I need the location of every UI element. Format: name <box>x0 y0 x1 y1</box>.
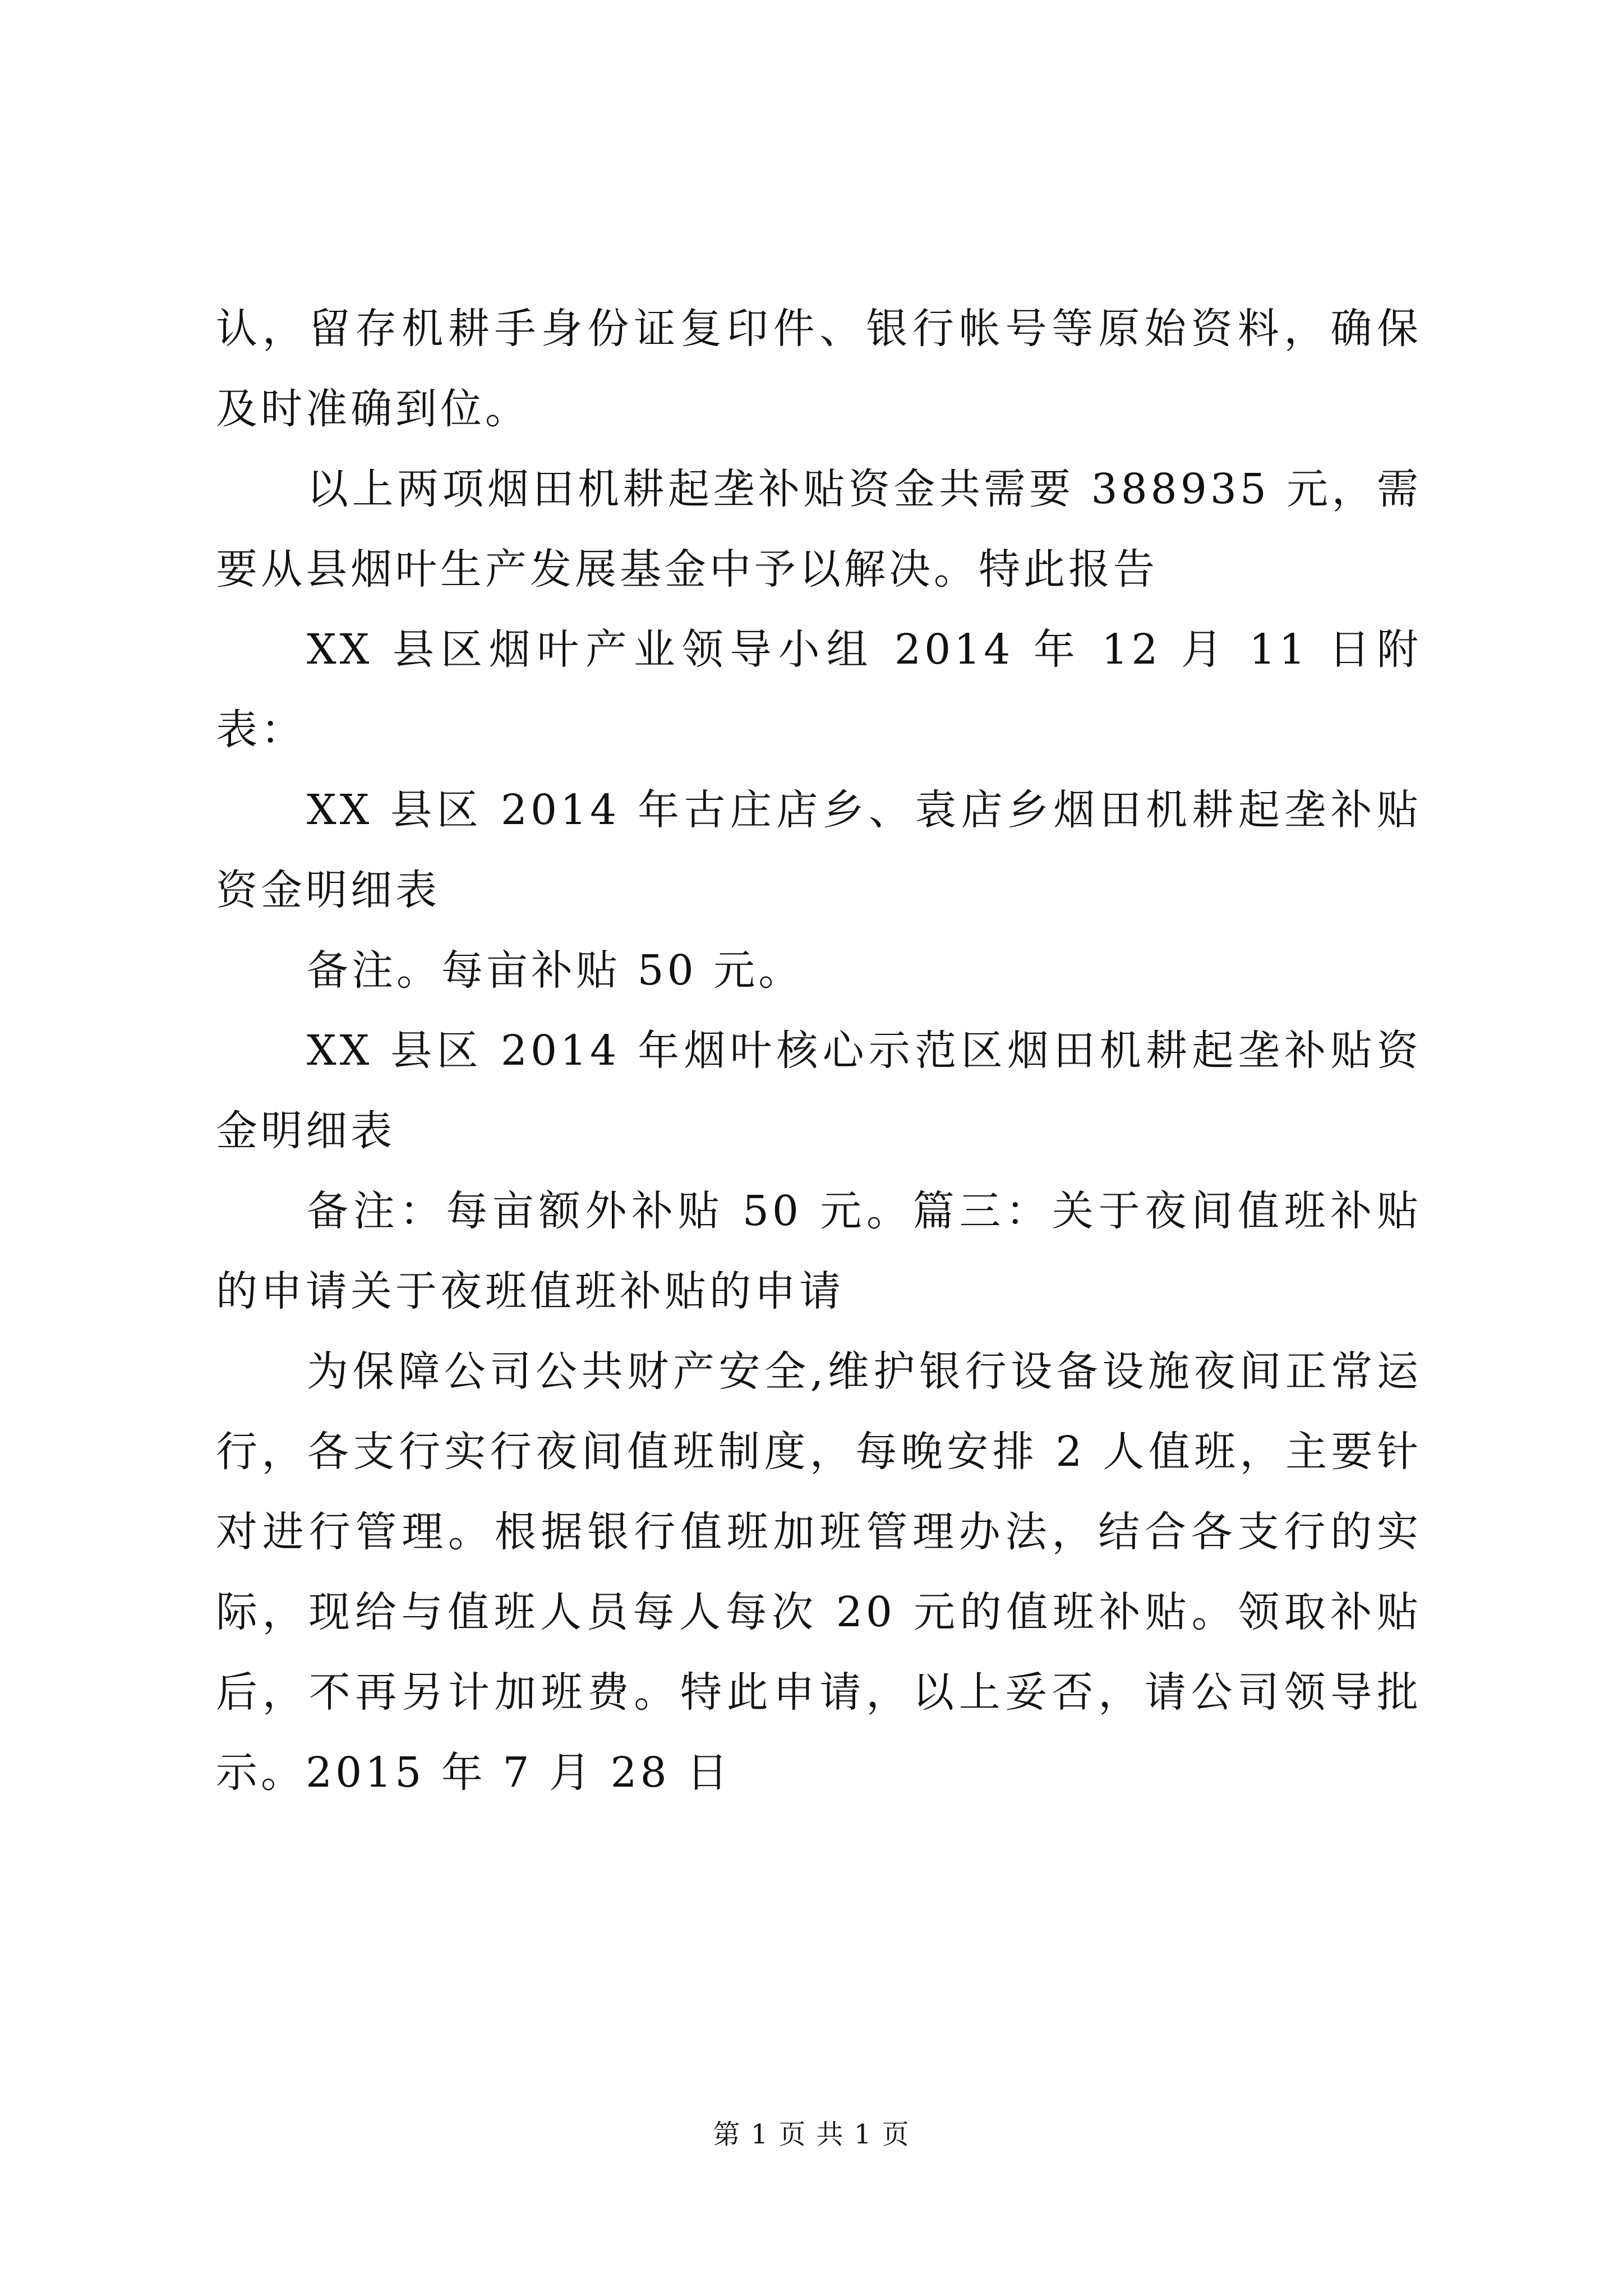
paragraph-signature-date: XX 县区烟叶产业领导小组 2014 年 12 月 11 日附表： <box>216 625 1422 754</box>
paragraph-note-2: 备注：每亩额外补贴 50 元。篇三：关于夜间值班补贴的申请关于夜班值班补贴的申请 <box>216 1187 1422 1315</box>
paragraph-table-title-2: XX 县区 2014 年烟叶核心示范区烟田机耕起垄补贴资金明细表 <box>216 1027 1422 1155</box>
paragraph-funding-total: 以上两项烟田机耕起垄补贴资金共需要 388935 元，需要从县烟叶生产发展基金中予以解决。特此报告 <box>216 465 1422 593</box>
page-footer: 第 1 页 共 1 页 <box>713 2119 910 2150</box>
paragraph-table-title-1: XX 县区 2014 年古庄店乡、袁店乡烟田机耕起垄补贴资金明细表 <box>216 786 1422 914</box>
paragraph-night-shift-request: 为保障公司公共财产安全,维护银行设备设施夜间正常运行，各支行实行夜间值班制度，每晚安排 2 人值班，主要针对进行管理。根据银行值班加班管理办法，结合各支行的实际，现给与值班人员每人每次 20 元的值班补贴。领取补贴后，不再另计加班费。特此申请，以上妥否，请公司领导批示。2015 年 7 月 28 日 <box>216 1347 1422 1797</box>
document-body <box>216 289 1422 1813</box>
paragraph-continuation: 认，留存机耕手身份证复印件、银行帐号等原始资料，确保及时准确到位。 <box>216 305 1422 433</box>
paragraph-note-1: 备注。每亩补贴 50 元。 <box>307 946 804 995</box>
